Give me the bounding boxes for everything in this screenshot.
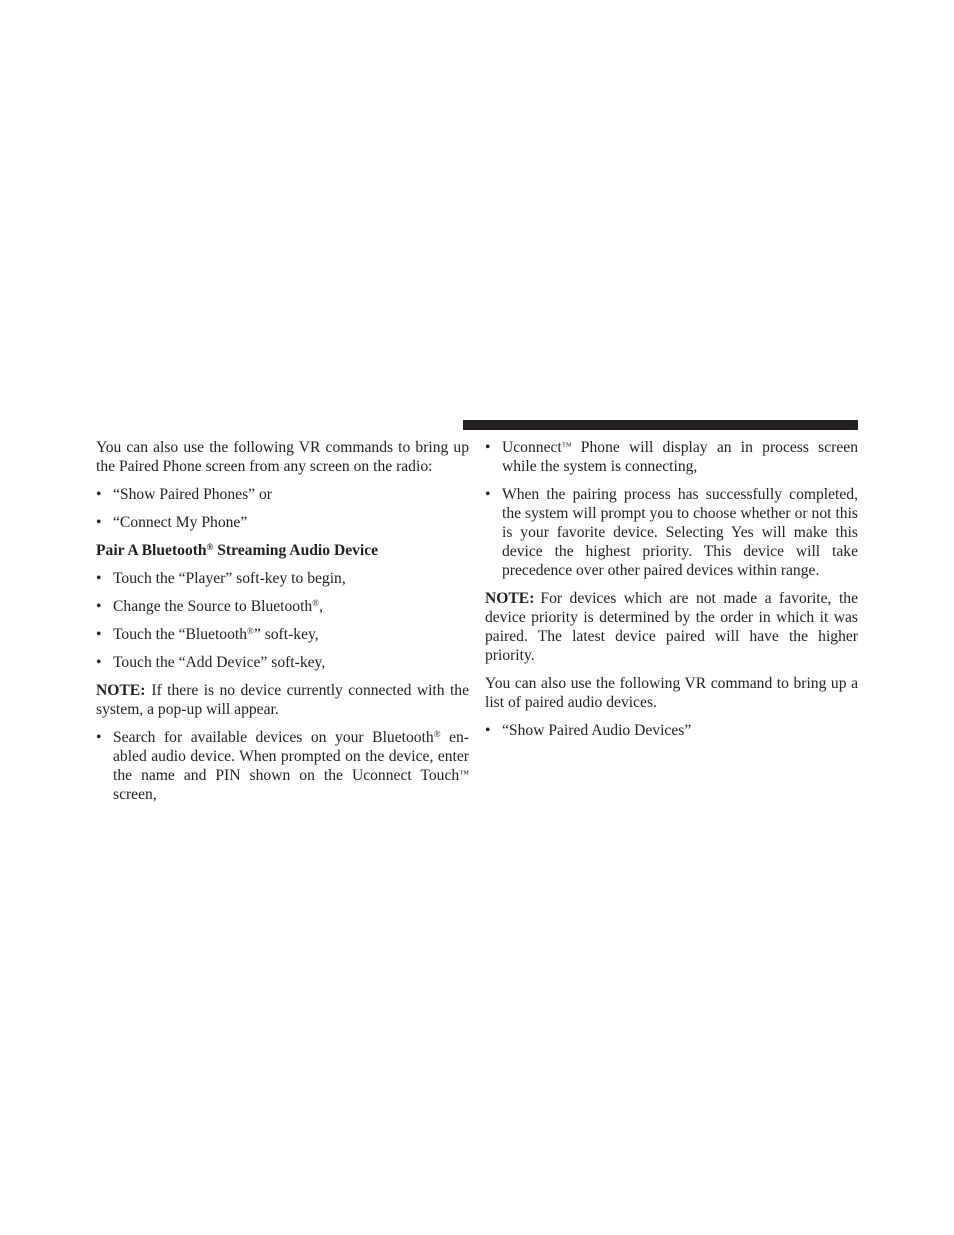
- bullet-icon: •: [96, 486, 102, 503]
- list-item: • Search for available devices on your Bluetooth® en-abled audio device. When prompted on the device, enter the name and PIN shown on the Uconnect Touch™ screen,: [96, 729, 470, 803]
- bullet-icon: •: [96, 626, 102, 643]
- trademark-mark: ™: [561, 441, 572, 452]
- list-item: • “Connect My Phone”: [96, 514, 248, 531]
- list-item: • When the pairing process has successfully completed, the system will prompt you to choose whether or not this is your favorite device. Selecting Yes will make this device the highest priority. This device will take precedence over other paired devices within range.: [485, 486, 858, 579]
- section-header-bar: [463, 420, 858, 430]
- list-item: • Change the Source to Bluetooth®,: [96, 598, 323, 615]
- registered-mark: ®: [206, 542, 214, 552]
- trademark-mark: ™: [459, 769, 469, 780]
- left-column: [96, 438, 469, 813]
- bullet-icon: •: [96, 598, 102, 615]
- status-list: [485, 438, 858, 580]
- bullet-icon: •: [96, 654, 102, 671]
- vr-command-list: [96, 485, 469, 532]
- note-paragraph: NOTE: If there is no device currently connected with the system, a pop-up will appear.: [96, 682, 469, 718]
- right-column: [485, 438, 858, 749]
- note-paragraph: NOTE: For devices which are not made a favorite, the device priority is determined by the order in which it was paired. The latest device paired will have the higher priority.: [485, 590, 858, 664]
- bullet-icon: •: [96, 570, 102, 587]
- pairing-steps-list: [96, 569, 469, 672]
- list-item: • Touch the “Player” soft-key to begin,: [96, 570, 346, 587]
- section-heading: Pair A Bluetooth® Streaming Audio Device: [96, 542, 379, 559]
- bullet-icon: •: [485, 722, 491, 739]
- bullet-icon: •: [485, 486, 491, 503]
- registered-mark: ®: [247, 626, 254, 636]
- intro-paragraph: You can also use the following VR commands to bring up the Paired Phone screen from any screen on the radio:: [96, 439, 469, 475]
- registered-mark: ®: [312, 598, 320, 608]
- list-item: • “Show Paired Audio Devices”: [485, 722, 692, 739]
- bullet-icon: •: [485, 439, 491, 456]
- list-item: • Uconnect™ Phone will display an in process screen while the system is connecting,: [485, 439, 858, 475]
- bullet-icon: •: [96, 729, 102, 746]
- vr-audio-list: [485, 721, 858, 740]
- registered-mark: ®: [433, 729, 441, 739]
- list-item: • Touch the “Add Device” soft-key,: [96, 654, 326, 671]
- search-list: [96, 728, 469, 804]
- outro-paragraph: You can also use the following VR command to bring up a list of paired audio devices.: [485, 675, 858, 711]
- list-item: • Touch the “Bluetooth®” soft-key,: [96, 626, 319, 643]
- list-item: • “Show Paired Phones” or: [96, 486, 272, 503]
- bullet-icon: •: [96, 514, 102, 531]
